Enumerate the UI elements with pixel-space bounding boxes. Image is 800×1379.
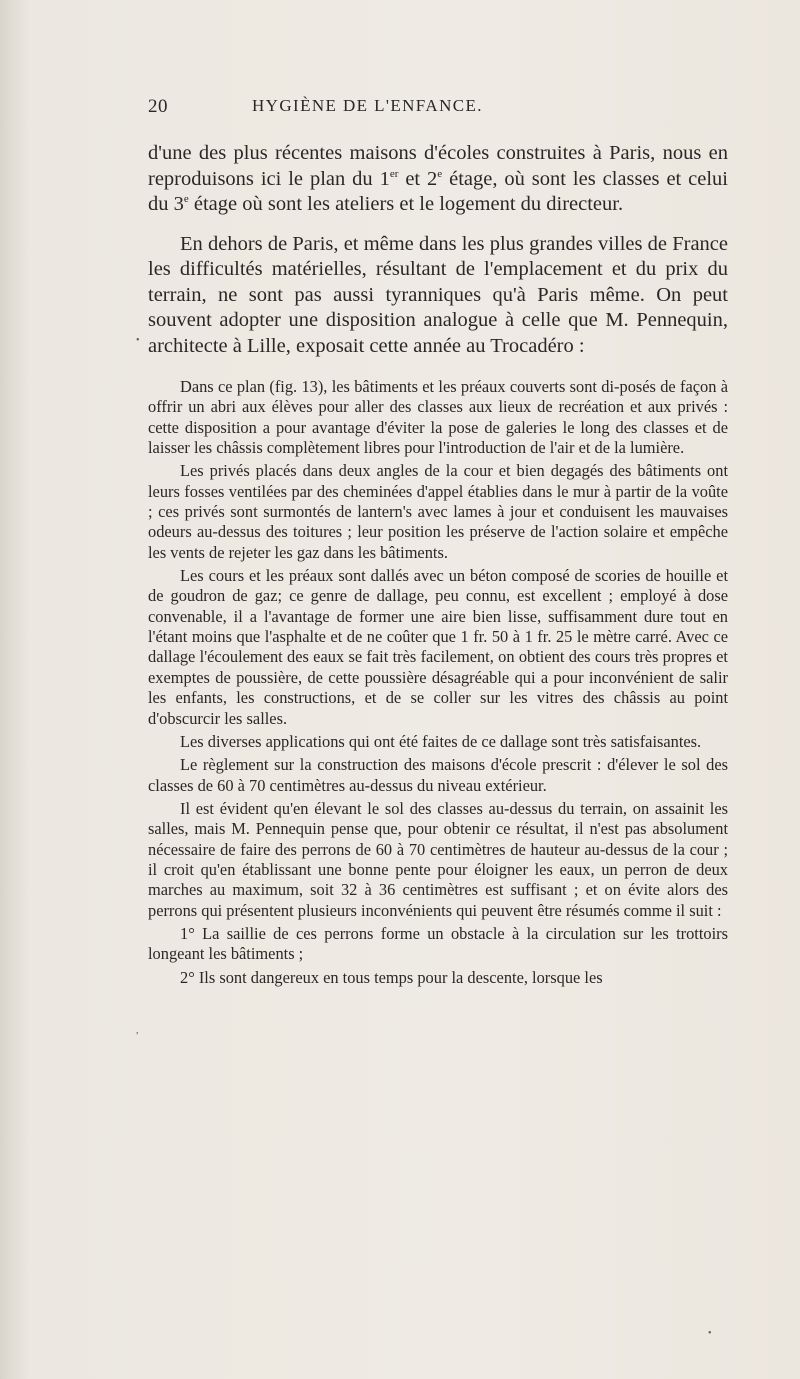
quote-paragraph-plan: Dans ce plan (fig. 13), les bâtiments et les préaux couverts sont di-posés de façon à offrir un abri aux élèves pour aller des classes aux lieux de recréation et aux privés : cette disposition a pour avantage d'éviter la pose de galeries le long des classes et de laisser les châssis complètement libres pour l'introduction de l'air et de la lumière. bbox=[148, 377, 728, 458]
quoted-text-block bbox=[148, 377, 728, 988]
quote-paragraph-applications: Les diverses applications qui ont été faites de ce dallage sont très satisfaisantes. bbox=[180, 731, 702, 751]
margin-comma-mark: , bbox=[136, 1025, 139, 1036]
page-content bbox=[148, 141, 728, 988]
quote-paragraph-paving: Les cours et les préaux sont dallés avec un béton composé de scories de houille et de goudron de gaz; ce genre de dallage, peu connu, est excellent ; employé à dose convenable, il a l'avantage de former une aire bien lisse, suffisamment dure tout en l'étant moins que l'asphalte et de ne coûter que 1 fr. 50 à 1 fr. 25 le mètre carré. Avec ce dallage l'écoulement des eaux se fait très facilement, on obtient des cours très propres et exemptes de poussière, de cette poussière désagréable qui a pour inconvénient de salir les enfants, les constructions, et de se coller sur les vitres des châssis au point d'obscurcir les salles. bbox=[148, 566, 728, 728]
quote-paragraph-regulation: Le règlement sur la construction des maisons d'école prescrit : d'élever le sol des classes de 60 à 70 centimètres au-dessus du niveau extérieur. bbox=[148, 755, 728, 795]
third-floor-superscript: e bbox=[183, 193, 189, 206]
quote-paragraph-point-two: 2° Ils sont dangereux en tous temps pour la descente, lorsque les bbox=[180, 967, 603, 987]
quote-paragraph-privies: Les privés placés dans deux angles de la cour et bien degagés des bâtiments ont leurs fosses ventilées par des cheminées d'appel établies dans le mur à partir de la voûte ; ces privés sont surmontés de lantern's avec lames à jour et conduisent les mauvaises odeurs au-dessus des toitures ; leur position les préserve de l'action solaire et empêche les vents de rejeter les gaz dans les bâtiments. bbox=[148, 461, 728, 562]
intro-text-part-4: étage où sont les ateliers et le logement du directeur. bbox=[188, 193, 624, 215]
margin-dot-mark: • bbox=[136, 335, 140, 346]
running-title: HYGIÈNE DE L'ENFANCE. bbox=[252, 96, 483, 115]
quote-paragraph-point-one: 1° La saillie de ces perrons forme un obstacle à la circulation sur les trottoirs longeant les bâtiments ; bbox=[148, 923, 728, 964]
intro-text-part-1: d'une des plus récentes maisons d'écoles construites à Paris, nous en reproduisons ici le plan du 1 bbox=[148, 142, 728, 190]
intro-text-part-2: et 2 bbox=[398, 167, 438, 190]
intro-text-part-3: étage, où sont les classes et celui du 3 bbox=[148, 167, 728, 215]
bottom-margin-mark: • bbox=[708, 1328, 712, 1339]
first-floor-superscript: er bbox=[389, 167, 399, 180]
second-floor-superscript: e bbox=[437, 167, 443, 180]
page-header bbox=[148, 96, 698, 126]
intro-paragraph bbox=[148, 141, 728, 218]
page-number: 20 bbox=[148, 96, 168, 117]
lille-paragraph: En dehors de Paris, et même dans les plus grandes villes de France les difficultés matérielles, résultant de l'emplacement et du prix du terrain, ne sont pas aussi tyranniques qu'à Paris même. On peut souvent adopter une disposition analogue à celle que M. Pennequin, architecte à Lille, exposait cette année au Trocadéro : bbox=[148, 232, 728, 357]
quote-paragraph-floor-level: Il est évident qu'en élevant le sol des classes au-dessus du terrain, on assainit les salles, mais M. Pennequin pense que, pour obtenir ce résultat, il n'est pas absolument nécessaire de faire des perrons de 60 à 70 centimètres de hauteur au-dessus de la cour ; il croit qu'en établissant une bonne pente pour éloigner les eaux, un perron de deux marches au maximum, soit 32 à 36 centimètres est suffisant ; et on évite alors des perrons qui présentent plusieurs inconvénients qui peuvent être résumés comme il suit : bbox=[148, 798, 728, 920]
